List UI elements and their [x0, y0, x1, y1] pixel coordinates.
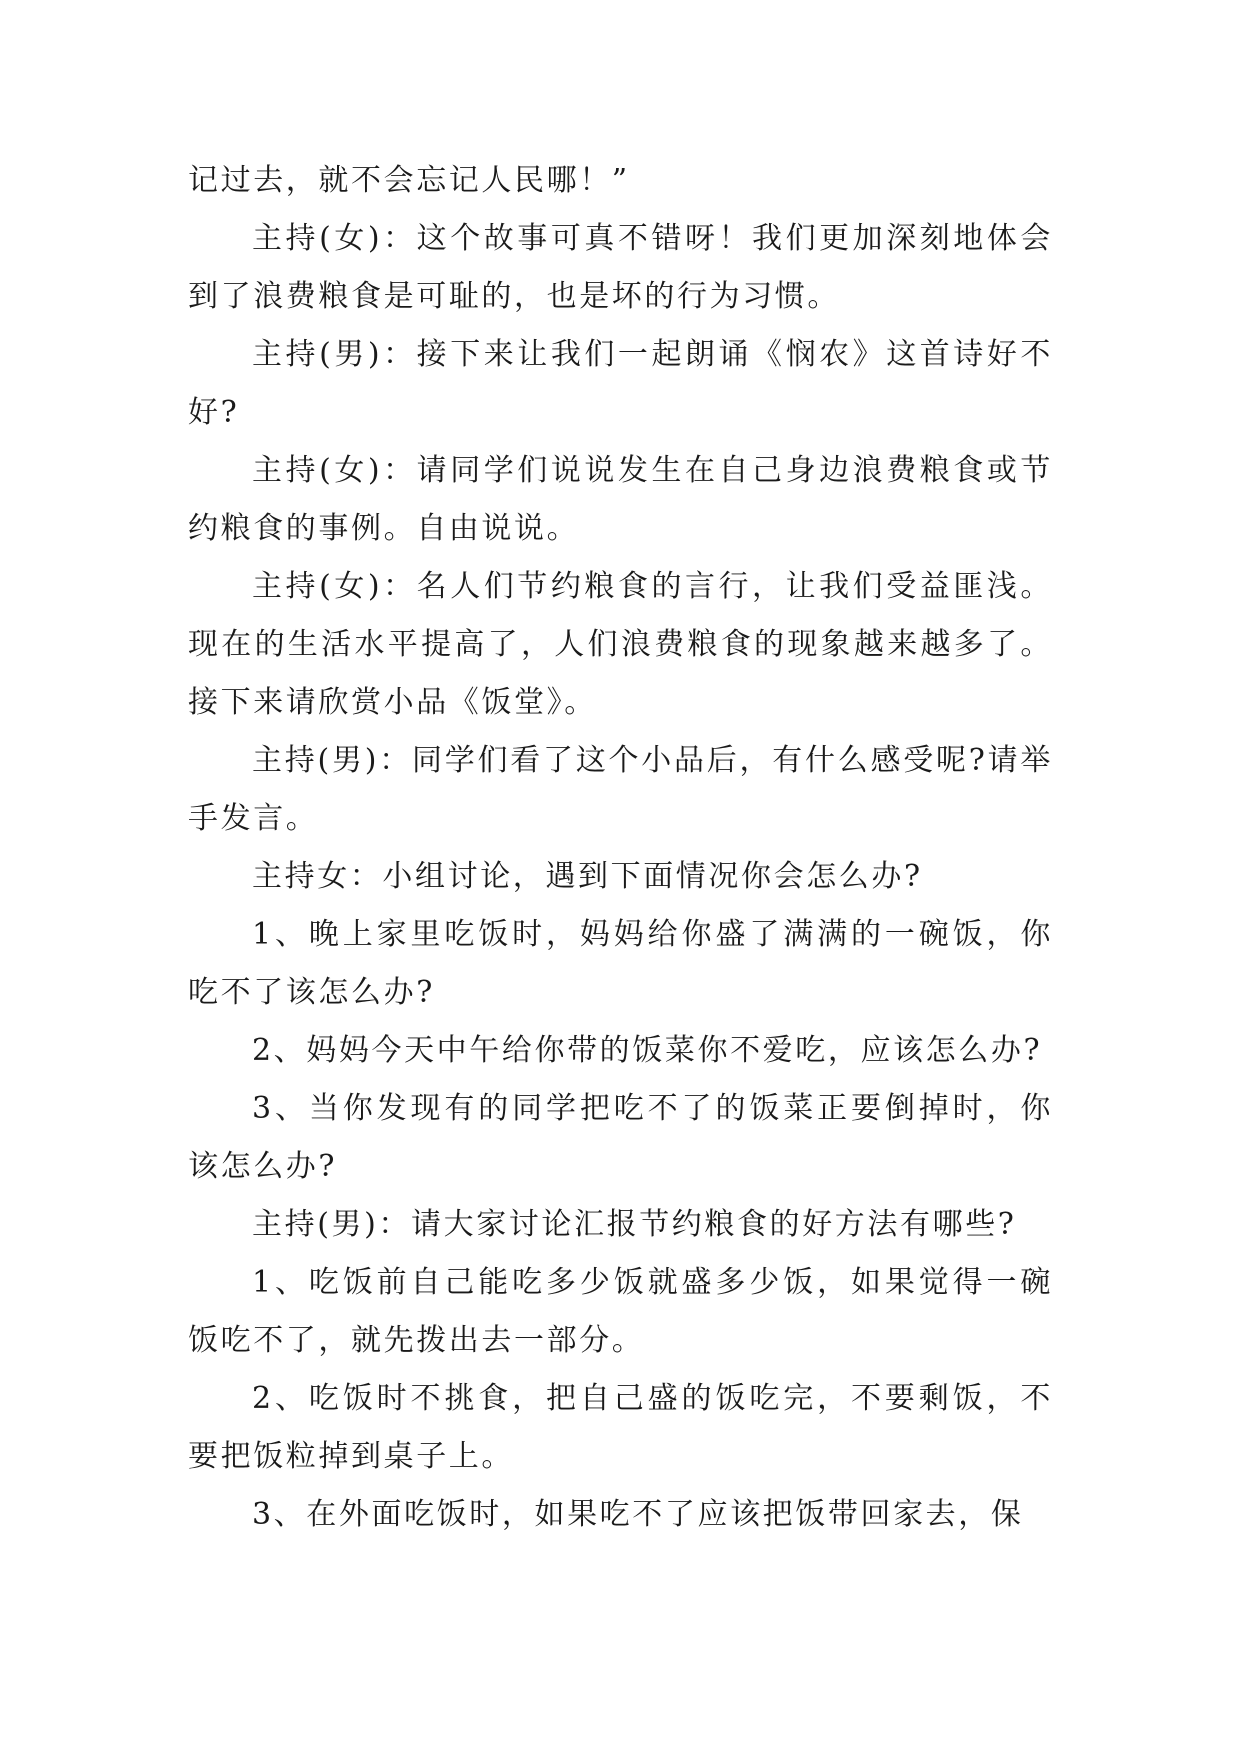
paragraph: 主持(女)：名人们节约粮食的言行，让我们受益匪浅。现在的生活水平提高了，人们浪费粮食的现象越来越多了。接下来请欣赏小品《饭堂》。	[188, 569, 1053, 720]
list-item: 2、妈妈今天中午给你带的饭菜你不爱吃，应该怎么办?	[252, 1033, 1043, 1068]
paragraph: 主持女：小组讨论，遇到下面情况你会怎么办?	[252, 859, 923, 894]
list-item: 1、吃饭前自己能吃多少饭就盛多少饭，如果觉得一碗饭吃不了，就先拨出去一部分。	[188, 1265, 1053, 1358]
paragraph: 主持(女)：请同学们说说发生在自己身边浪费粮食或节约粮食的事例。自由说说。	[188, 453, 1053, 546]
list-item: 2、吃饭时不挑食，把自己盛的饭吃完，不要剩饭，不要把饭粒掉到桌子上。	[188, 1381, 1053, 1474]
paragraph: 主持(男)：同学们看了这个小品后，有什么感受呢?请举手发言。	[188, 743, 1053, 836]
list-item: 1、晚上家里吃饭时，妈妈给你盛了满满的一碗饭，你吃不了该怎么办?	[188, 917, 1053, 1010]
document-body	[188, 152, 1053, 1544]
paragraph: 主持(女)：这个故事可真不错呀！我们更加深刻地体会到了浪费粮食是可耻的，也是坏的行为习惯。	[188, 221, 1053, 314]
list-item: 3、在外面吃饭时，如果吃不了应该把饭带回家去，保	[252, 1497, 1024, 1532]
paragraph: 主持(男)：请大家讨论汇报节约粮食的好方法有哪些?	[252, 1207, 1017, 1242]
paragraph: 记过去，就不会忘记人民哪！”	[188, 163, 630, 198]
paragraph: 主持(男)：接下来让我们一起朗诵《悯农》这首诗好不好?	[188, 337, 1053, 430]
list-item: 3、当你发现有的同学把吃不了的饭菜正要倒掉时，你该怎么办?	[188, 1091, 1053, 1184]
